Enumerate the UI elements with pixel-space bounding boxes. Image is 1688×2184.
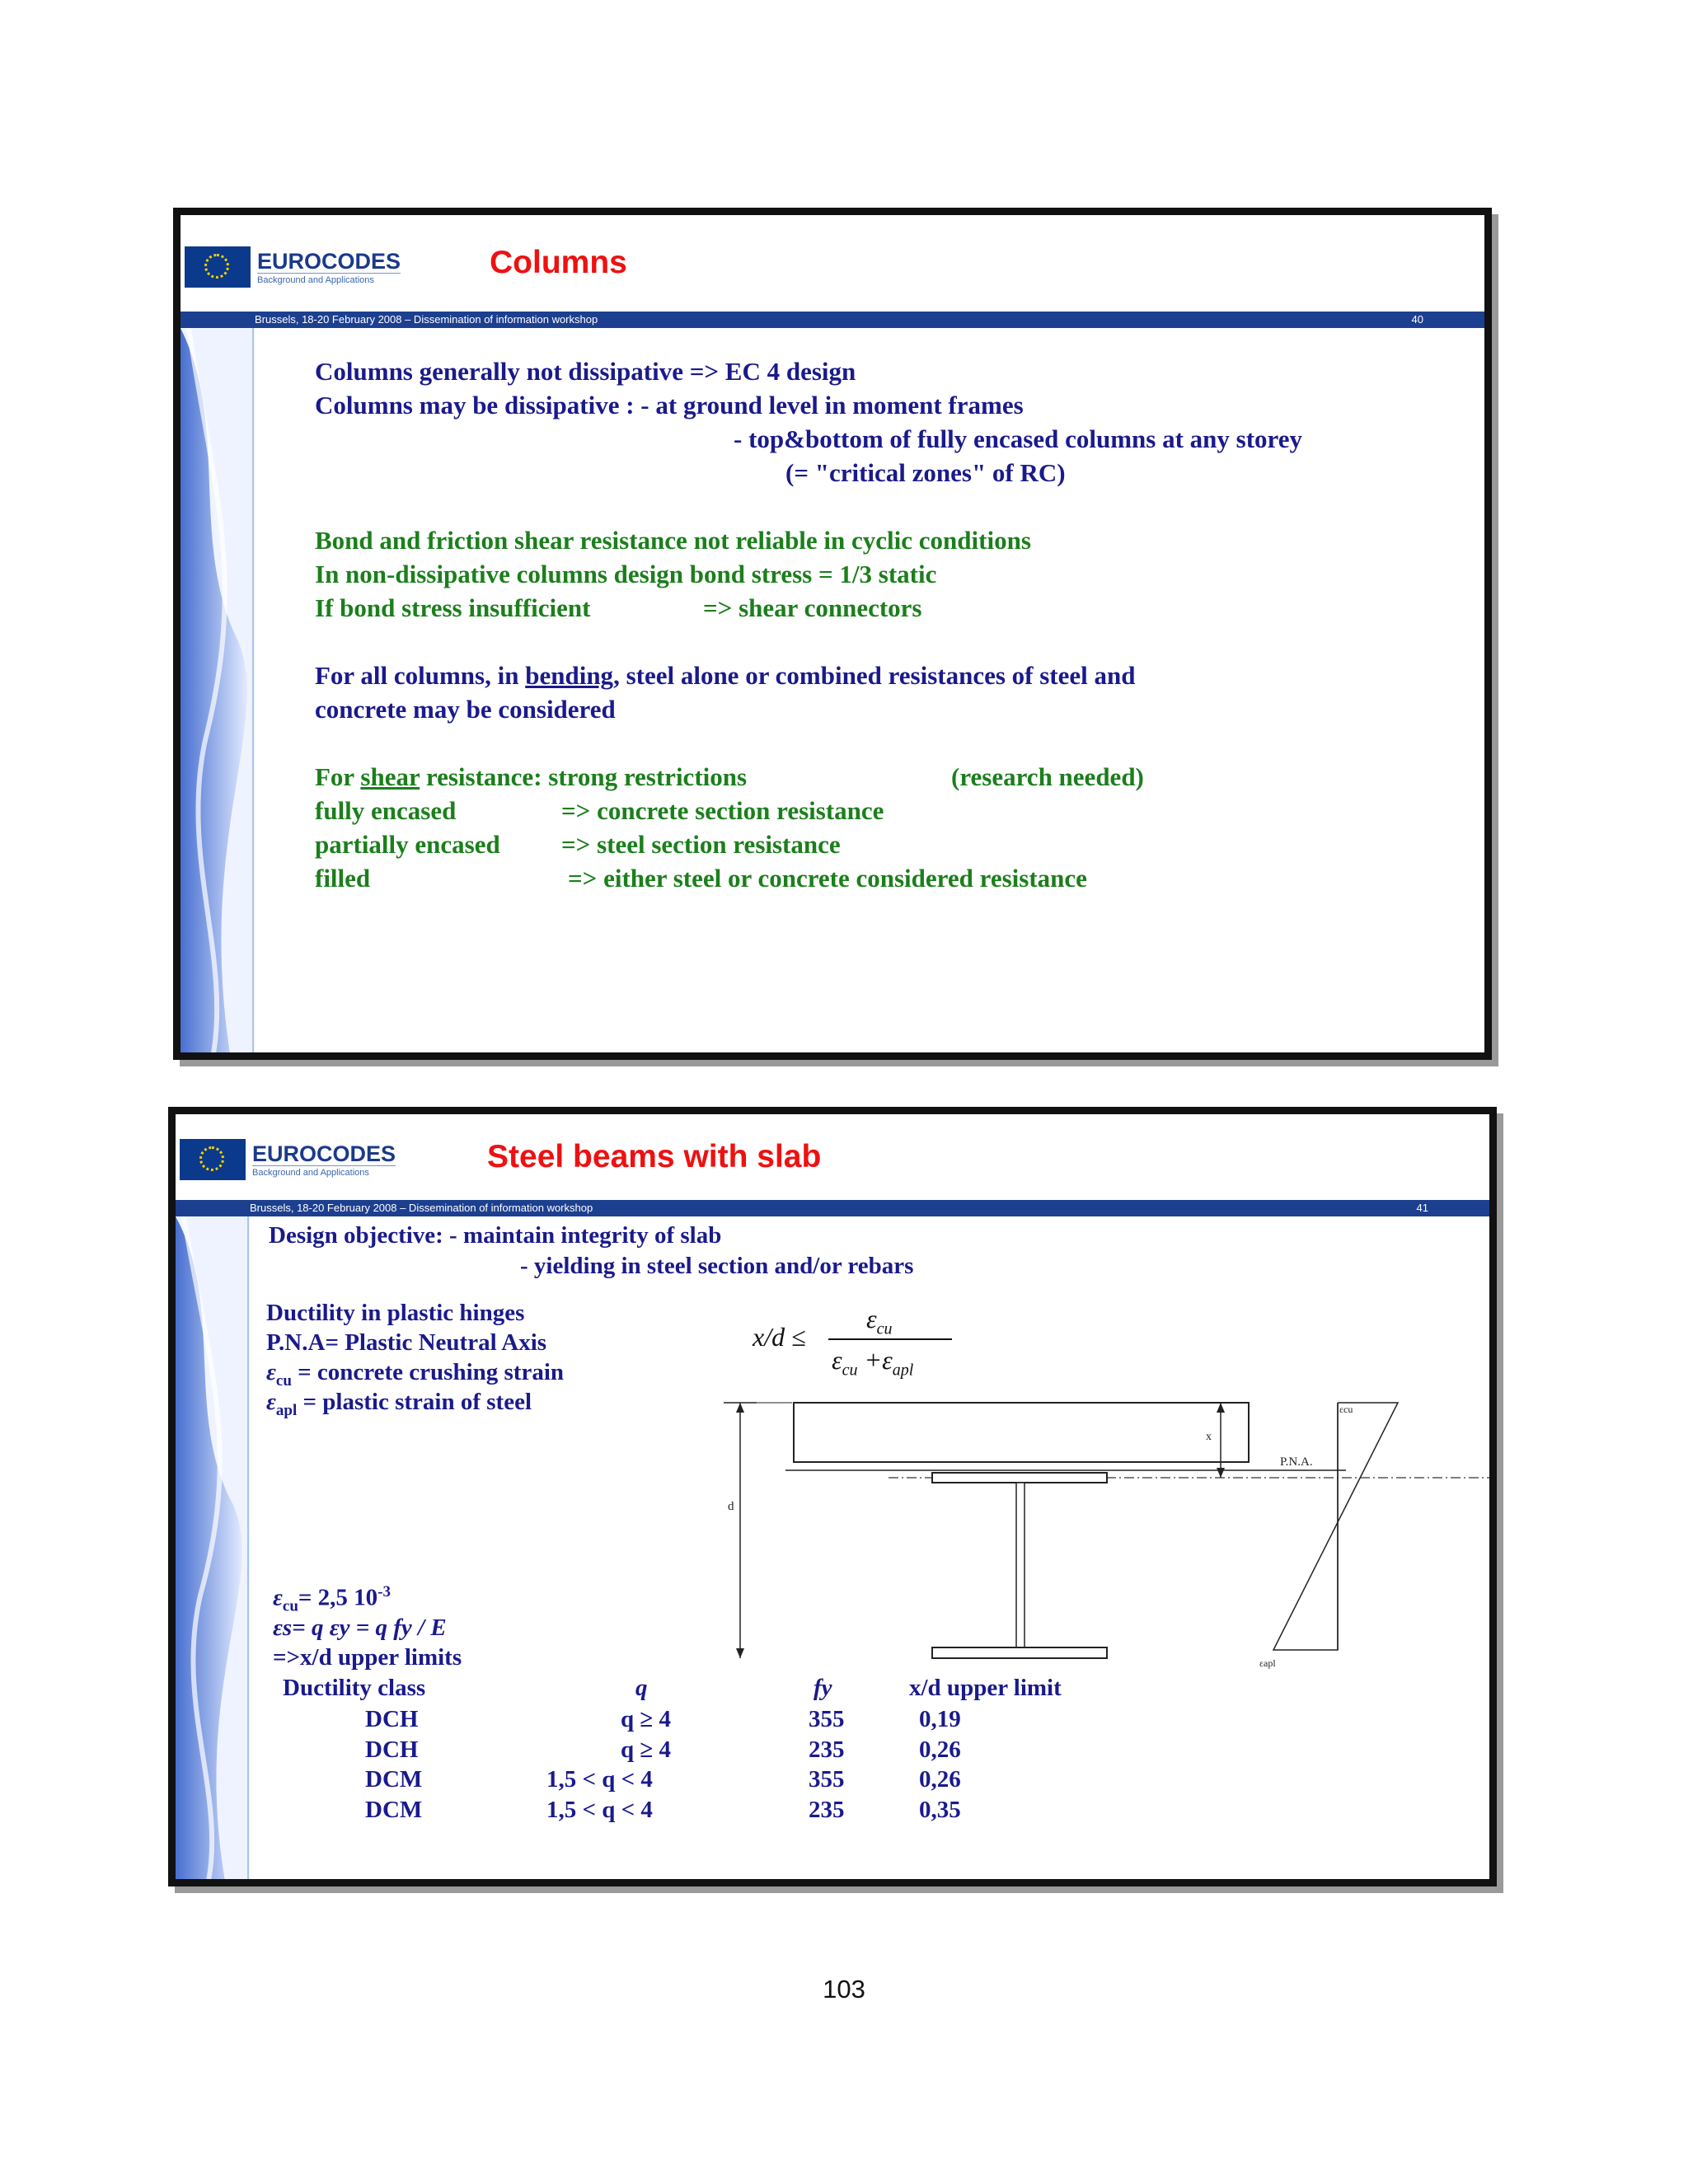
table-cell: 1,5 < q < 4 — [546, 1797, 653, 1823]
slide-title: Steel beams with slab — [487, 1139, 822, 1174]
text-line: - top&bottom of fully encased columns at any storey — [734, 424, 1303, 453]
logo-title: EUROCODES — [257, 248, 401, 274]
ductility-formula: x/d ≤ $\varepsilon_{cu}$ $\varepsilon_{cu} +\varepsilon_{apl}$ — [753, 1304, 967, 1386]
definition-line: $\varepsilon_{cu}$ = concrete crushing strain — [266, 1359, 565, 1390]
slide-title: Columns — [490, 245, 627, 280]
definition-line: $\varepsilon_{apl}$ = plastic strain of steel — [266, 1389, 532, 1419]
bottom-flange — [932, 1647, 1107, 1658]
table-cell: 235 — [809, 1797, 845, 1823]
top-flange — [932, 1473, 1107, 1483]
eurocodes-logo — [180, 1139, 396, 1180]
table-cell: q ≥ 4 — [621, 1706, 672, 1732]
objective-line: Design objective: - maintain integrity of slab — [269, 1222, 722, 1249]
table-cell: DCM — [365, 1797, 423, 1823]
text-line: (= "critical zones" of RC) — [785, 458, 1066, 487]
workshop-label: Brussels, 18-20 February 2008 – Dissemination of information workshop — [250, 1202, 593, 1214]
table-cell: DCH — [365, 1706, 419, 1732]
text-line: Columns generally not dissipative => EC 4 design — [315, 357, 856, 386]
table-cell: 0,35 — [919, 1797, 961, 1823]
web — [1016, 1483, 1025, 1647]
table-cell: q ≥ 4 — [621, 1736, 672, 1763]
page-number: 103 — [823, 1975, 865, 2004]
slide-number: 40 — [1411, 313, 1423, 326]
eapl-label: εapl — [1259, 1657, 1276, 1669]
text-line: If bond stress insufficient — [315, 593, 591, 622]
text-line: => concrete section resistance — [561, 796, 884, 825]
definition-line: Ductility in plastic hinges — [266, 1300, 525, 1326]
table-cell: 0,26 — [919, 1766, 961, 1793]
logo-title: EUROCODES — [252, 1141, 396, 1166]
text-line: partially encased — [315, 830, 500, 859]
table-header: fy — [814, 1675, 832, 1701]
slide-steel-beams — [168, 1107, 1497, 1886]
table-cell: 0,26 — [919, 1736, 961, 1763]
text-line: concrete may be considered — [315, 695, 616, 724]
header-bar — [181, 312, 1484, 328]
slide-columns — [173, 208, 1492, 1060]
eu-flag-icon — [185, 246, 251, 288]
table-cell: 235 — [809, 1736, 845, 1763]
table-cell: DCH — [365, 1736, 419, 1763]
text-line: In non-dissipative columns design bond stress = 1/3 static — [315, 560, 937, 588]
objective-line: - yielding in steel section and/or rebars — [520, 1253, 914, 1279]
table-cell: DCM — [365, 1766, 423, 1793]
table-header: q — [635, 1675, 648, 1701]
eu-flag-icon — [180, 1139, 246, 1180]
eurocodes-logo — [185, 246, 401, 288]
ecu-label: εcu — [1339, 1404, 1353, 1415]
table-cell: 355 — [809, 1706, 845, 1732]
strain-diagram — [1273, 1403, 1398, 1650]
text-line: => shear connectors — [703, 593, 922, 622]
definition-line: P.N.A= Plastic Neutral Axis — [266, 1329, 547, 1356]
text-line: Columns may be dissipative : - at ground level in moment frames — [315, 391, 1024, 419]
header-bar — [176, 1200, 1489, 1216]
slide-number: 41 — [1416, 1202, 1428, 1214]
table-cell: 1,5 < q < 4 — [546, 1766, 653, 1793]
concrete-slab — [794, 1403, 1249, 1462]
d-label: d — [728, 1500, 734, 1513]
workshop-label: Brussels, 18-20 February 2008 – Dissemination of information workshop — [255, 313, 598, 326]
text-line: Bond and friction shear resistance not reliable in cyclic conditions — [315, 526, 1031, 555]
table-cell: 0,19 — [919, 1706, 961, 1732]
note-line: εs= q εy = q fy / E — [273, 1615, 447, 1641]
decorative-swirl-icon — [181, 328, 255, 1053]
pna-label: P.N.A. — [1280, 1455, 1313, 1469]
logo-subtitle: Background and Applications — [257, 273, 401, 285]
decorative-swirl-icon — [176, 1216, 250, 1881]
text-line: For all columns, in bending, steel alone or combined resistances of steel and — [315, 661, 1136, 690]
logo-subtitle: Background and Applications — [252, 1165, 396, 1178]
text-line: For shear resistance: strong restrictions — [315, 762, 748, 791]
text-line: => either steel or concrete considered resistance — [568, 864, 1087, 893]
table-cell: 355 — [809, 1766, 845, 1793]
table-header: x/d upper limit — [909, 1675, 1062, 1701]
table-header: Ductility class — [283, 1675, 426, 1701]
note-line: $\varepsilon_{cu}= 2,5$ $10^{-3}$ — [273, 1583, 392, 1615]
beam-section-diagram — [670, 1394, 1494, 1708]
text-line: (research needed) — [951, 762, 1144, 791]
text-line: fully encased — [315, 796, 457, 825]
text-line: => steel section resistance — [561, 830, 841, 859]
x-label: x — [1206, 1431, 1212, 1443]
text-line: filled — [315, 864, 371, 893]
note-line: =>x/d upper limits — [273, 1644, 462, 1671]
